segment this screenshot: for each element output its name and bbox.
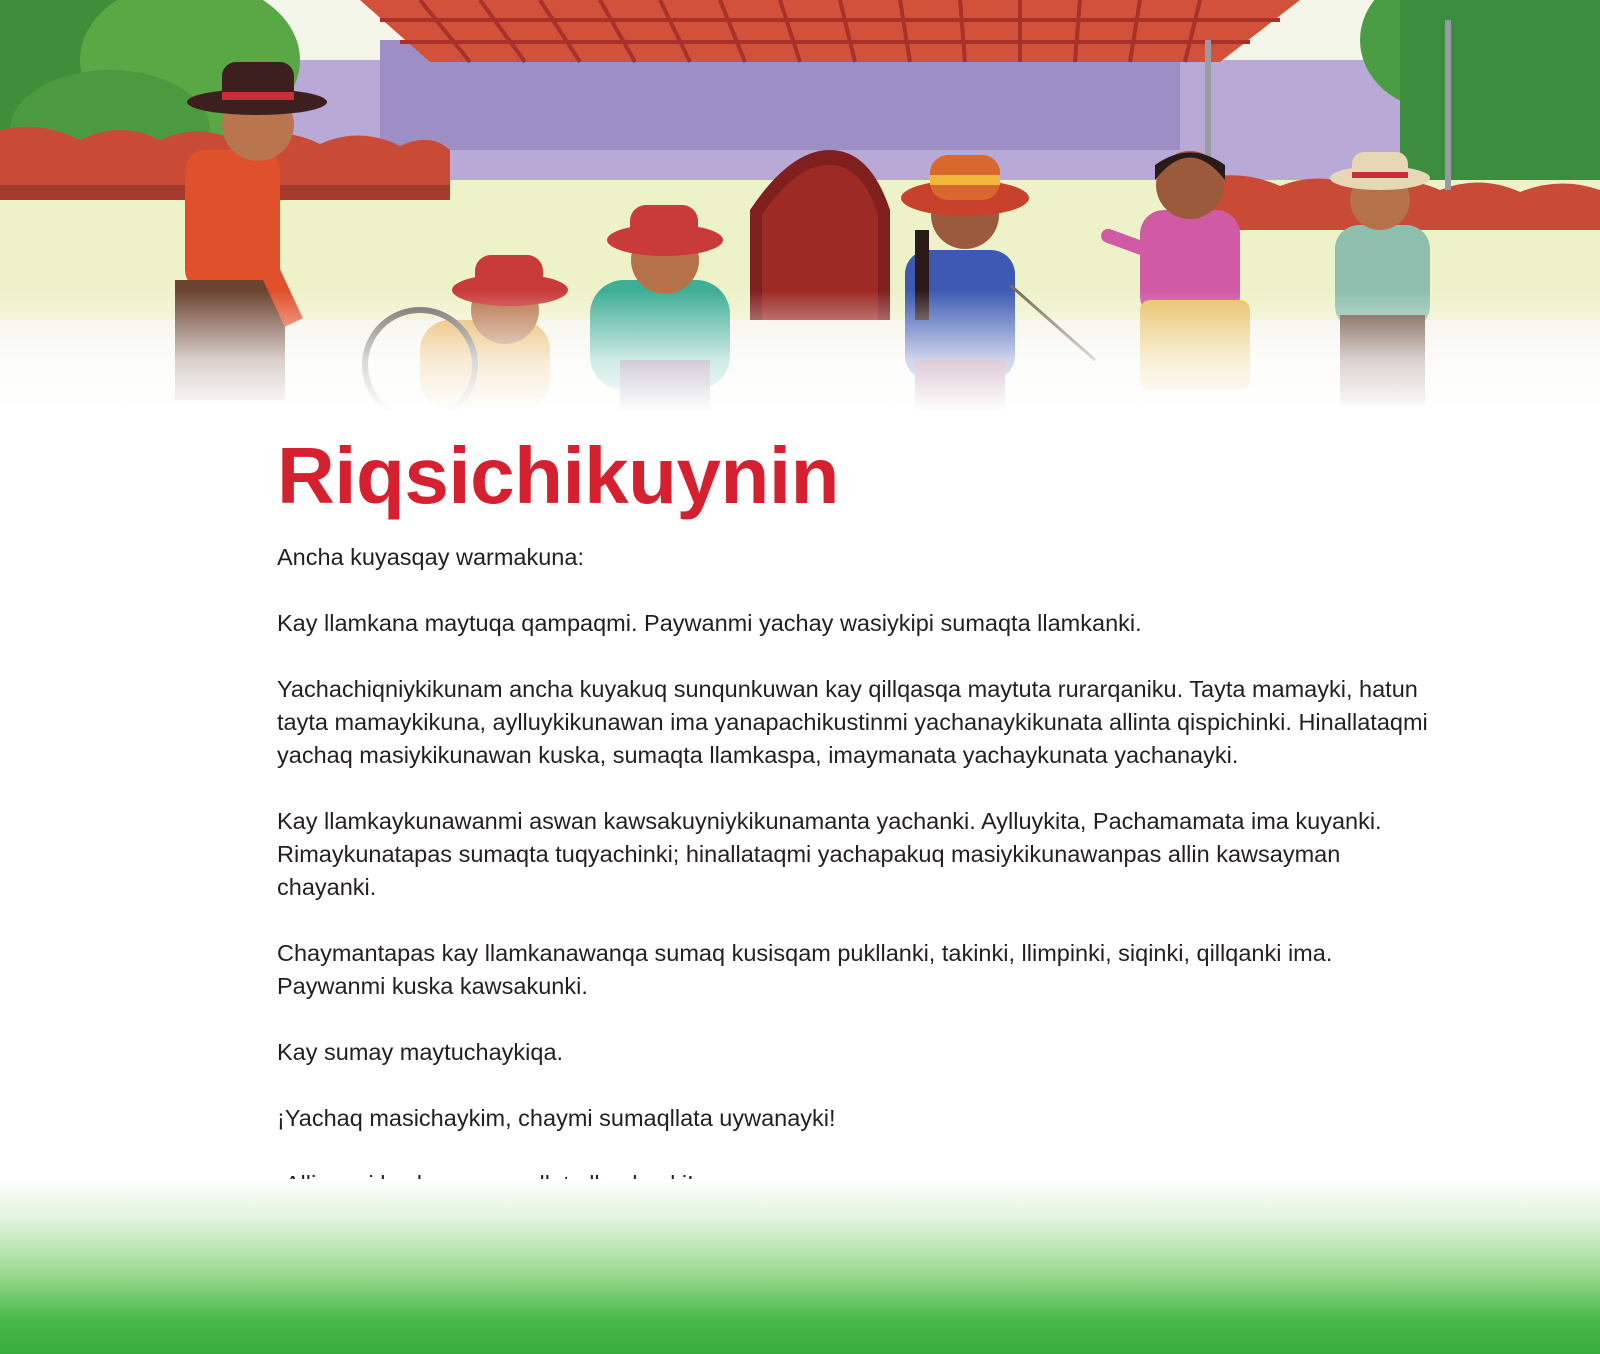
illustration-fade xyxy=(0,0,1600,420)
green-footer-band xyxy=(0,1179,1600,1354)
letter-body xyxy=(277,541,1437,1201)
body-paragraph: Chaymantapas kay llamkanawanqa sumaq kusisqam pukllanki, takinki, llimpinki, siqinki, qillqanki ima. Paywanmi kuska kawsakunki. xyxy=(277,940,1333,999)
body-paragraph: Kay sumay maytuchaykiqa. xyxy=(277,1039,564,1065)
body-paragraph: Yachachiqniykikunam ancha kuyakuq sunqunkuwan kay qillqasqa maytuta rurarqaniku. Tayta mamayki, hatun tayta mamaykikuna, aylluykikunawan ima yanapachikustinmi yachanaykikunata allinta qispichinki. Hinallataqmi yachaq masiykikunawan kuska, sumaqta llamkaspa, imaymanata yachaykunata yachanayki. xyxy=(277,676,1428,768)
children-playing-illustration xyxy=(0,0,1600,420)
greeting-paragraph: Ancha kuyasqay warmakuna: xyxy=(277,544,584,570)
closing-line: ¡Yachaq masichaykim, chaymi sumaqllata uywanayki! xyxy=(277,1105,836,1131)
body-paragraph: Kay llamkaykunawanmi aswan kawsakuyniykikunamanta yachanki. Aylluykita, Pachamamata ima kuyanki. Rimaykunatapas sumaqta tuqyachinki; hinallataqmi yachapakuq masiykikunawanpas allin kawsayman chayanki. xyxy=(277,808,1382,900)
page-title: Riqsichikuynin xyxy=(277,431,839,520)
letter-content xyxy=(277,430,1437,1234)
body-paragraph: Kay llamkana maytuqa qampaqmi. Paywanmi yachay wasiykipi sumaqta llamkanki. xyxy=(277,610,1142,636)
